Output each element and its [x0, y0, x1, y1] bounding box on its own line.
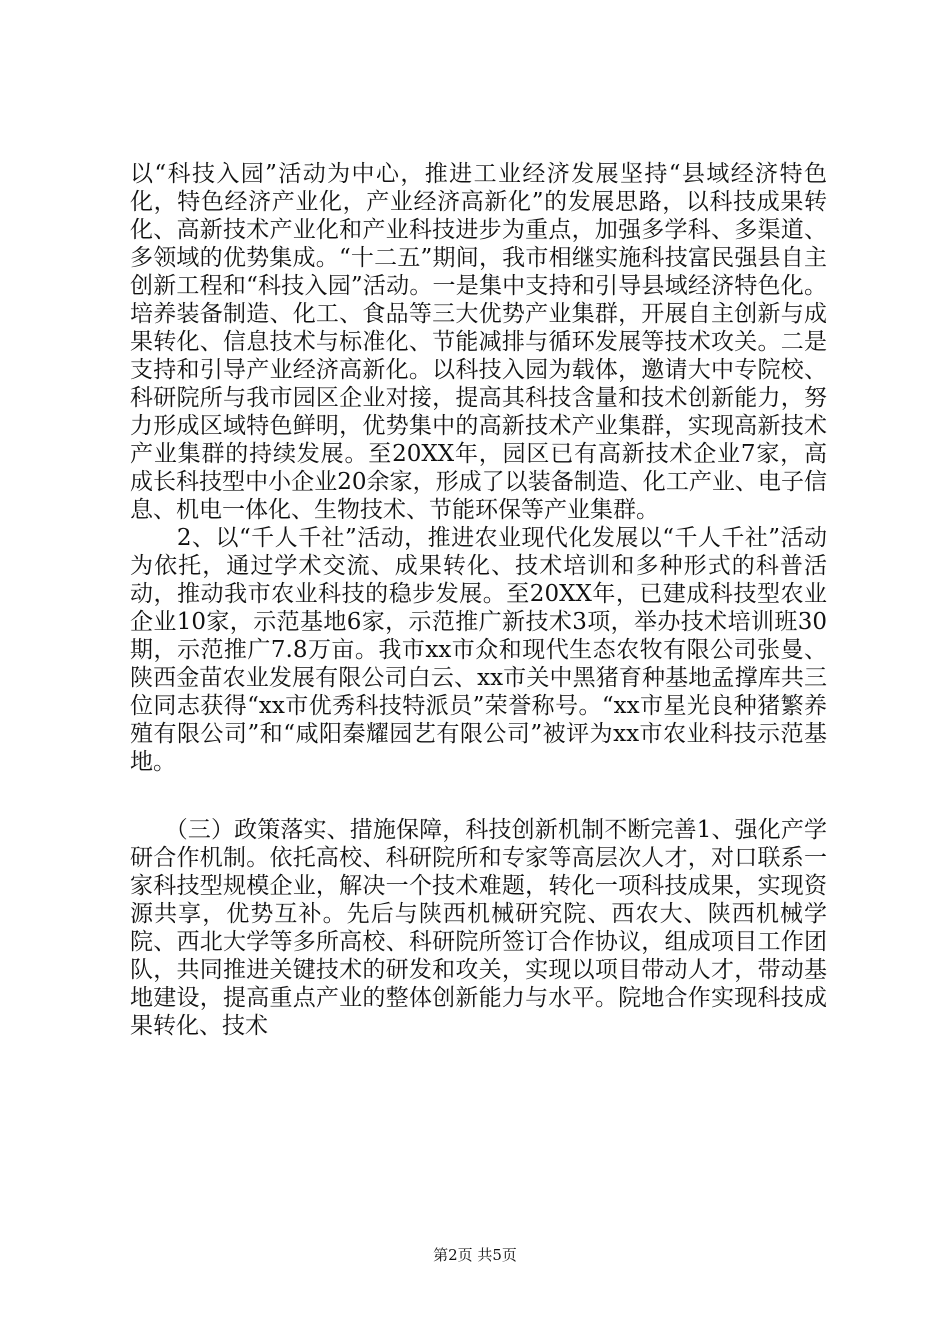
document-body	[130, 160, 827, 1040]
page-number-footer: 第2页 共5页	[433, 1246, 517, 1264]
paragraph-1: 以“科技入园”活动为中心，推进工业经济发展坚持“县域经济特色化，特色经济产业化，产业经济高新化”的发展思路，以科技成果转化、高新技术产业化和产业科技进步为重点，加强多学科、多渠道、多领域的优势集成。“十二五”期间，我市相继实施科技富民强县自主创新工程和“科技入园”活动。一是集中支持和引导县域经济特色化。培养装备制造、化工、食品等三大优势产业集群，开展自主创新与成果转化、信息技术与标准化、节能减排与循环发展等技术攻关。二是支持和引导产业经济高新化。以科技入园为载体，邀请大中专院校、科研院所与我市园区企业对接，提高其科技含量和技术创新能力，努力形成区域特色鲜明，优势集中的高新技术产业集群，实现高新技术产业集群的持续发展。至20XX年，园区已有高新技术企业7家，高成长科技型中小企业20余家，形成了以装备制造、化工产业、电子信息、机电一体化、生物技术、节能环保等产业集群。	[130, 161, 827, 523]
paragraph-gap	[130, 776, 827, 816]
paragraph-2: 2、以“千人千社”活动，推进农业现代化发展以“千人千社”活动为依托，通过学术交流、成果转化、技术培训和多种形式的科普活动，推动我市农业科技的稳步发展。至20XX年，已建成科技型农业企业10家，示范基地6家，示范推广新技术3项，举办技术培训班30期，示范推广7.8万亩。我市xx市众和现代生态农牧有限公司张曼、陕西金苗农业发展有限公司白云、xx市关中黑猪育种基地孟撑库共三位同志获得“xx市优秀科技特派员”荣誉称号。“xx市星光良种猪繁养殖有限公司”和“咸阳秦耀园艺有限公司”被评为xx市农业科技示范基地。	[130, 525, 827, 775]
paragraph-3: （三）政策落实、措施保障，科技创新机制不断完善1、强化产学研合作机制。依托高校、科研院所和专家等高层次人才，对口联系一家科技型规模企业，解决一个技术难题，转化一项科技成果，实现资源共享，优势互补。先后与陕西机械研究院、西农大、陕西机械学院、西北大学等多所高校、科研院所签订合作协议，组成项目工作团队，共同推进关键技术的研发和攻关，实现以项目带动人才，带动基地建设，提高重点产业的整体创新能力与水平。院地合作实现科技成果转化、技术	[130, 817, 827, 1039]
